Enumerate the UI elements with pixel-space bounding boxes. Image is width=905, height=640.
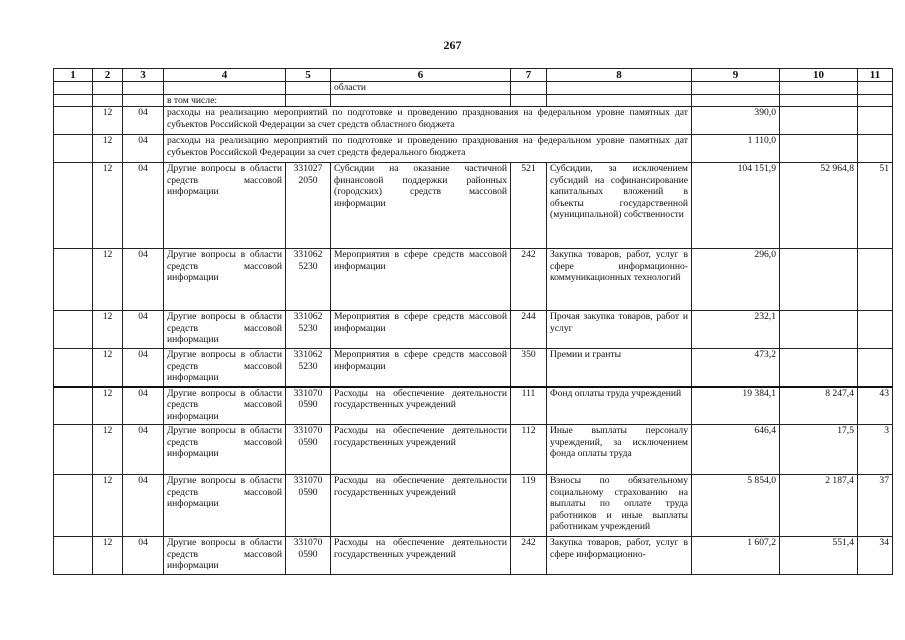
cell-section-name: Другие вопросы в области средств массовой информации <box>164 311 286 349</box>
cell-target-expense: Мероприятия в сфере средств массовой информации <box>331 311 511 349</box>
cell-expense-type: 111 <box>511 387 547 425</box>
table-row <box>54 387 893 425</box>
cell-amount-actual: 17,5 <box>780 425 858 475</box>
cell-percent: 34 <box>858 537 893 575</box>
cell-expense-type: 244 <box>511 311 547 349</box>
table-row <box>54 311 893 349</box>
header-cell: 11 <box>858 69 893 82</box>
cell-expense-type: 119 <box>511 475 547 537</box>
cell-target-expense: Расходы на обеспечение деятельности государственных учреждений <box>331 475 511 537</box>
cell-target-expense: Мероприятия в сфере средств массовой информации <box>331 349 511 387</box>
header-cell: 10 <box>780 69 858 82</box>
cell-section-name: Другие вопросы в области средств массовой информации <box>164 387 286 425</box>
cell-target-code: 331070 0590 <box>286 387 331 425</box>
cell-subsection: 04 <box>123 163 164 249</box>
cell-subsection: 04 <box>123 349 164 387</box>
cell-subsection: 04 <box>123 311 164 349</box>
table-row <box>54 82 893 95</box>
header-cell: 4 <box>164 69 286 82</box>
cell-code <box>54 387 93 425</box>
cell-target-code: 331070 0590 <box>286 425 331 475</box>
cell-amount-plan: 646,4 <box>692 425 780 475</box>
cell-section-name: Другие вопросы в области средств массовой информации <box>164 425 286 475</box>
cell-percent: 3 <box>858 425 893 475</box>
cell-expense-type: 242 <box>511 249 547 311</box>
budget-table <box>53 68 893 575</box>
cell-expense-type-name: Фонд оплаты труда учреждений <box>547 387 692 425</box>
cell-code <box>54 475 93 537</box>
cell-section: 12 <box>93 425 123 475</box>
table-row <box>54 249 893 311</box>
cell-subsection: 04 <box>123 249 164 311</box>
cell-amount-plan: 232,1 <box>692 311 780 349</box>
header-cell: 2 <box>93 69 123 82</box>
cell-amount-actual: 8 247,4 <box>780 387 858 425</box>
cell-section: 12 <box>93 163 123 249</box>
cell-target-expense: Субсидии на оказание частичной финансовой поддержки районных (городских) средств массовой информации <box>331 163 511 249</box>
cell-amount-actual: 2 187,4 <box>780 475 858 537</box>
cell-percent: 37 <box>858 475 893 537</box>
cell-section: 12 <box>93 475 123 537</box>
table-row <box>54 425 893 475</box>
cell-section: 12 <box>93 537 123 575</box>
cell-target-expense: Мероприятия в сфере средств массовой информации <box>331 249 511 311</box>
header-cell: 5 <box>286 69 331 82</box>
cell-amount-plan: 1 110,0 <box>692 135 780 163</box>
cell-expense-type: 242 <box>511 537 547 575</box>
cell-section: 12 <box>93 349 123 387</box>
cell-percent <box>858 311 893 349</box>
cell-expense-type-name: Субсидии, за исключением субсидий на софинансирование капитальных вложений в объекты государственной (муниципальной) собственности <box>547 163 692 249</box>
cell-amount-actual <box>780 349 858 387</box>
cell-expense-type: 521 <box>511 163 547 249</box>
cell-code <box>54 249 93 311</box>
page-number: 267 <box>443 38 462 52</box>
header-row <box>54 69 893 82</box>
cell-percent <box>858 249 893 311</box>
cell-amount-actual <box>780 311 858 349</box>
cell-percent <box>858 349 893 387</box>
cell-code <box>54 311 93 349</box>
cell-expense-type: 350 <box>511 349 547 387</box>
cell-expense-type-name: Взносы по обязательному социальному страхованию на выплаты по оплате труда работников и иные выплаты работникам учреждений <box>547 475 692 537</box>
cell-subsection: 04 <box>123 107 164 135</box>
cell-amount-plan: 19 384,1 <box>692 387 780 425</box>
header-cell: 8 <box>547 69 692 82</box>
table-row <box>54 537 893 575</box>
cell-amount-plan: 104 151,9 <box>692 163 780 249</box>
cell-target-code: 331062 5230 <box>286 311 331 349</box>
cell-expense-type-name: Иные выплаты персоналу учреждений, за исключением фонда оплаты труда <box>547 425 692 475</box>
cell-section: 12 <box>93 107 123 135</box>
cell-section-name: Другие вопросы в области средств массовой информации <box>164 349 286 387</box>
cell-code <box>54 537 93 575</box>
cell-subsection: 04 <box>123 425 164 475</box>
cell-amount-actual: 52 964,8 <box>780 163 858 249</box>
table-row <box>54 107 893 135</box>
cell-expense-type-name: Премии и гранты <box>547 349 692 387</box>
cell-target-code: 331070 0590 <box>286 537 331 575</box>
cell-code <box>54 349 93 387</box>
table-row <box>54 94 893 107</box>
cell-subsection: 04 <box>123 135 164 163</box>
cell-section: 12 <box>93 387 123 425</box>
cell-code <box>54 163 93 249</box>
cell-section-name: Другие вопросы в области средств массовой информации <box>164 163 286 249</box>
cell-code <box>54 425 93 475</box>
header-cell: 6 <box>331 69 511 82</box>
cell-target-code: 331062 5230 <box>286 349 331 387</box>
cell-expense-type: 112 <box>511 425 547 475</box>
cell-description: расходы на реализацию мероприятий по подготовке и проведению празднования на федеральном уровне памятных дат субъектов Российской Федерации за счет средств федерального бюджета <box>164 135 692 163</box>
table-row <box>54 135 893 163</box>
cell-section: 12 <box>93 135 123 163</box>
header-cell: 9 <box>692 69 780 82</box>
cell-percent: 43 <box>858 387 893 425</box>
cell-target-expense: Расходы на обеспечение деятельности государственных учреждений <box>331 537 511 575</box>
header-cell: 7 <box>511 69 547 82</box>
cell-expense-type-name: Закупка товаров, работ, услуг в сфере информационно- <box>547 537 692 575</box>
header-cell: 1 <box>54 69 93 82</box>
cell-section: 12 <box>93 249 123 311</box>
cell-target-code: 331070 0590 <box>286 475 331 537</box>
cell-percent: 51 <box>858 163 893 249</box>
cell-section-name: Другие вопросы в области средств массовой информации <box>164 475 286 537</box>
cell-subsection: 04 <box>123 537 164 575</box>
cell-expense-type-name: Закупка товаров, работ, услуг в сфере информационно-коммуникационных технологий <box>547 249 692 311</box>
cell-subsection: 04 <box>123 387 164 425</box>
cell-target-code: 331062 5230 <box>286 249 331 311</box>
cell-amount-actual: 551,4 <box>780 537 858 575</box>
cell-expense-type-name: Прочая закупка товаров, работ и услуг <box>547 311 692 349</box>
cell-amount-plan: 5 854,0 <box>692 475 780 537</box>
cell-amount-actual <box>780 249 858 311</box>
cell-subsection: 04 <box>123 475 164 537</box>
cell-amount-plan: 390,0 <box>692 107 780 135</box>
cell-section-name: Другие вопросы в области средств массовой информации <box>164 537 286 575</box>
cell-amount-plan: 296,0 <box>692 249 780 311</box>
table-row <box>54 349 893 387</box>
cell-target-expense: Расходы на обеспечение деятельности государственных учреждений <box>331 425 511 475</box>
table-row <box>54 163 893 249</box>
header-cell: 3 <box>123 69 164 82</box>
cell-target-expense: области <box>331 82 511 95</box>
cell-target-code: 331027 2050 <box>286 163 331 249</box>
cell-section: 12 <box>93 311 123 349</box>
cell-target-expense: Расходы на обеспечение деятельности государственных учреждений <box>331 387 511 425</box>
table-row <box>54 475 893 537</box>
cell-description: расходы на реализацию мероприятий по подготовке и проведению празднования на федеральном уровне памятных дат субъектов Российской Федерации за счет средств областного бюджета <box>164 107 692 135</box>
cell-amount-plan: 1 607,2 <box>692 537 780 575</box>
cell-section-name: в том числе: <box>164 94 286 107</box>
cell-amount-plan: 473,2 <box>692 349 780 387</box>
cell-section-name: Другие вопросы в области средств массовой информации <box>164 249 286 311</box>
